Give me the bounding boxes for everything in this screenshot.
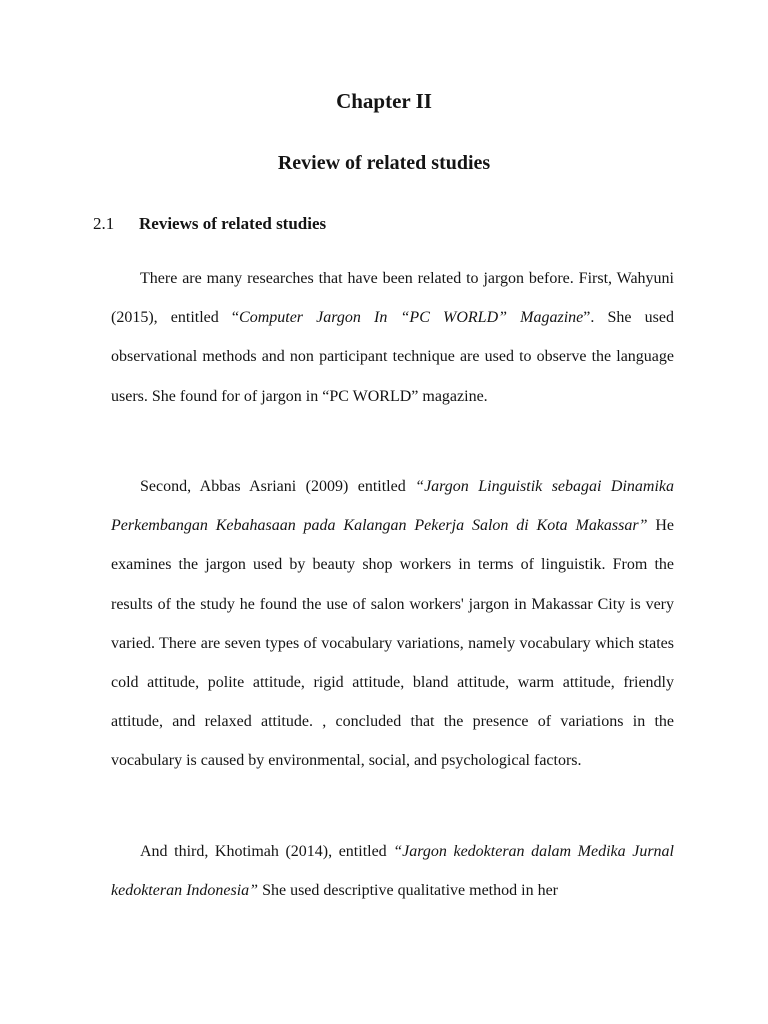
paragraph-3-title: “Jargon kedokteran dalam Medika Jurnal kedokteran Indonesia” [111, 843, 675, 900]
paragraph-1 [111, 259, 674, 416]
paragraph-2-text-end: He examines the jargon used by beauty shop workers in terms of linguistik. From the results of the study he found the use of salon workers' jargon in Makassar City is very varied. There are seven types of vocabulary variations, namely vocabulary which states cold attitude, polite attitude, rigid attitude, bland attitude, warm attitude, friendly attitude, and relaxed attitude. , concluded that the presence of variations in the vocabulary is caused by environmental, social, and psychological factors. [111, 517, 674, 770]
paragraph-1-title: Computer Jargon In “PC WORLD” Magazine [239, 309, 584, 327]
paragraph-3-text-end: She used descriptive qualitative method in her [258, 882, 558, 900]
chapter-subtitle: Review of related studies [277, 152, 491, 174]
paragraph-3-text: And third, Khotimah (2014), entitled [140, 843, 394, 860]
subsection-header [93, 212, 693, 236]
paragraph-2-text: Second, Abbas Asriani (2009) entitled [140, 478, 416, 495]
paragraph-3 [111, 832, 674, 910]
paragraph-2-title: “Jargon Linguistik sebagai Dinamika Perkembangan Kebahasaan pada Kalangan Pekerja Salon di Kota Makassar” [111, 478, 675, 535]
subsection-heading: Reviews of related studies [139, 214, 327, 233]
paragraph-1-text: There are many researches that have been related to jargon before. First, Wahyuni (2015), entitled “ [111, 270, 674, 327]
subsection-number: 2.1 [93, 214, 115, 233]
paragraph-2 [111, 467, 674, 781]
paragraph-1-text-end: ”. She used observational methods and non participant technique are used to observe the language users. She found for of jargon in “PC WORLD” magazine. [111, 309, 674, 405]
chapter-title: Chapter II [336, 89, 432, 113]
